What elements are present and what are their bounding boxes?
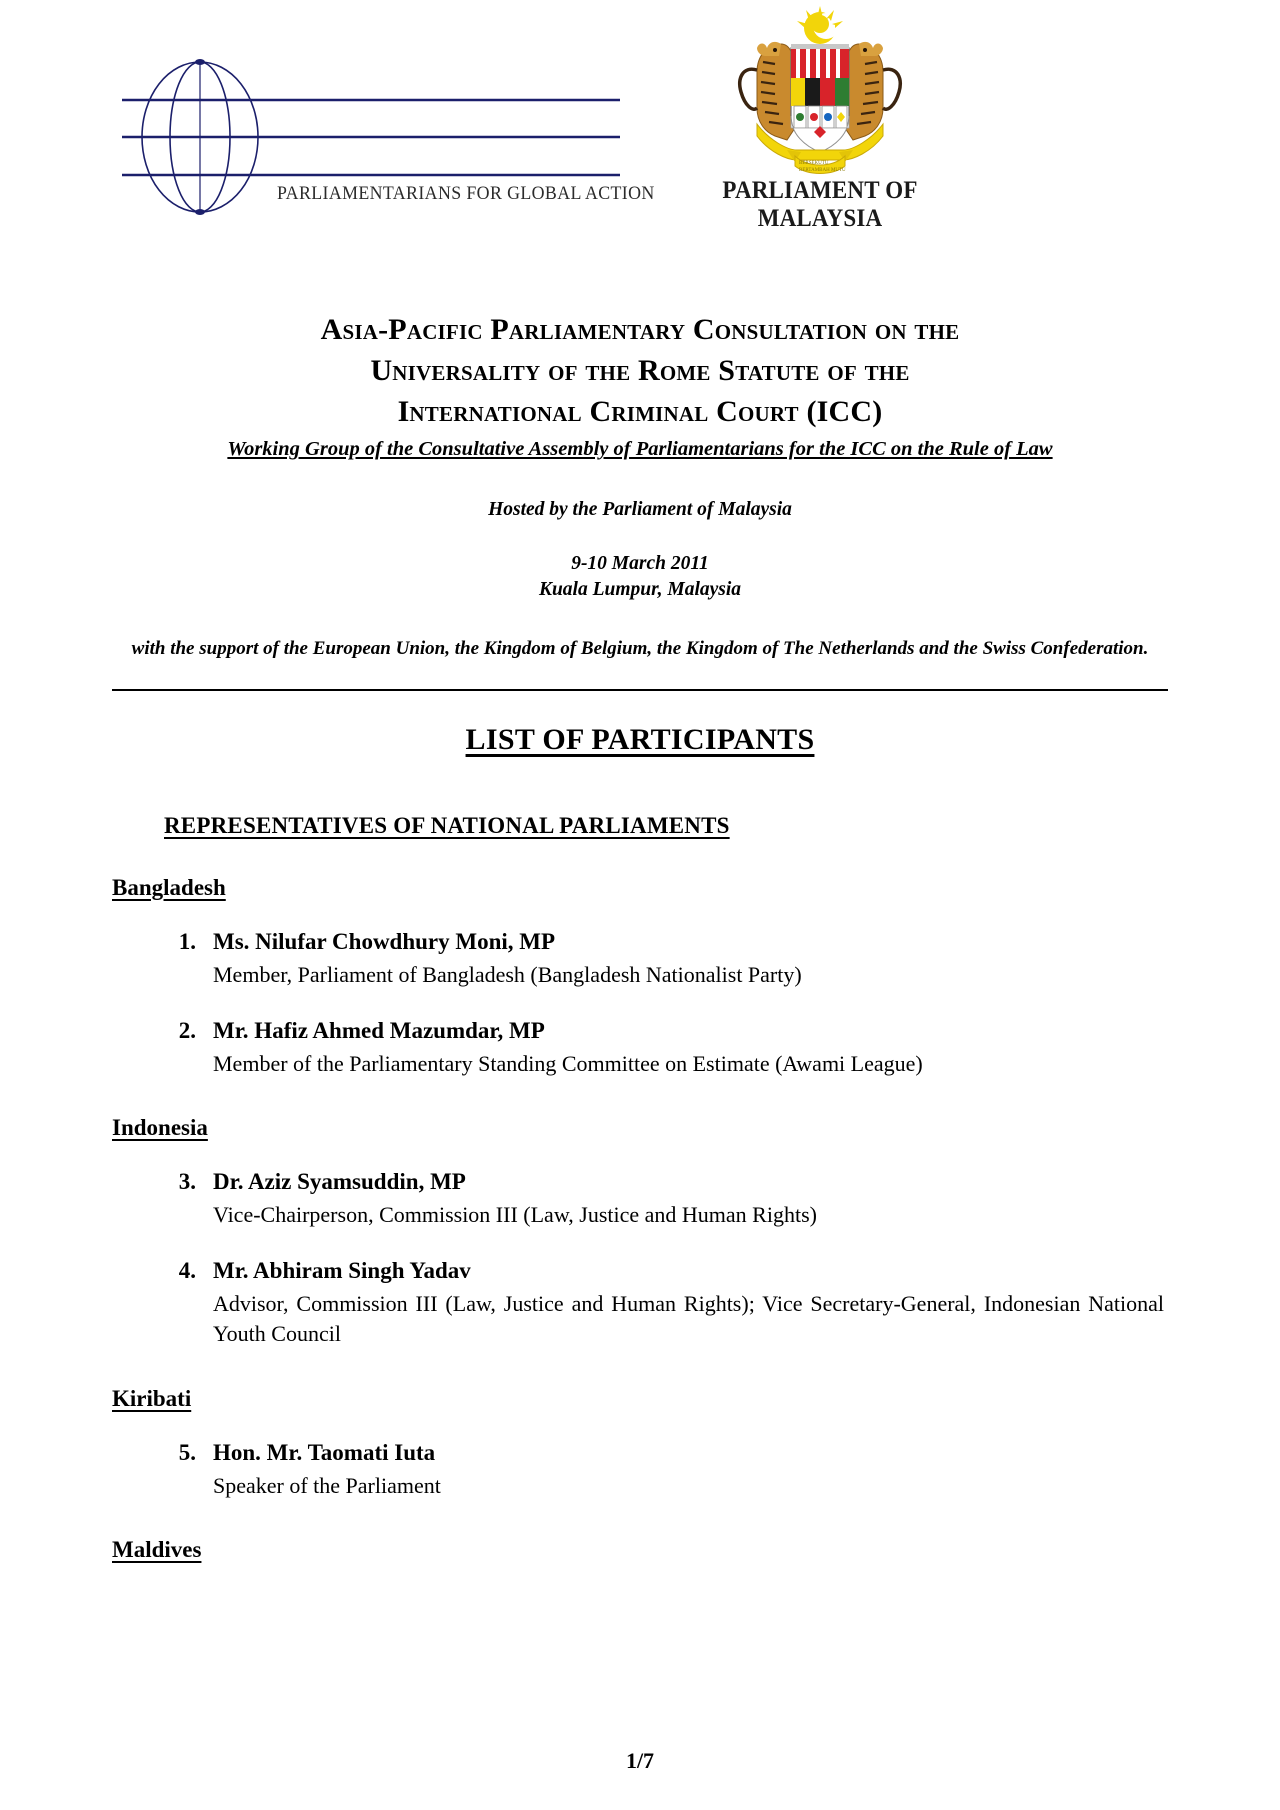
shield [791, 44, 849, 152]
participant-name: Mr. Hafiz Ahmed Mazumdar, MP [213, 1017, 545, 1043]
participant-name: Ms. Nilufar Chowdhury Moni, MP [213, 928, 556, 954]
participant-body [196, 1256, 1168, 1350]
malaysia-logo-block [660, 0, 980, 233]
participant-description: Vice-Chairperson, Commission III (Law, Justice and Human Rights) [213, 1201, 817, 1227]
participant-body [196, 1438, 1168, 1501]
page-number: 1/7 [625, 1748, 655, 1773]
participant-entry [112, 927, 1168, 990]
svg-text:BERSEKUTU: BERSEKUTU [799, 161, 829, 166]
page-title: LIST OF PARTICIPANTS [465, 722, 815, 756]
country-heading: Maldives [112, 1536, 202, 1562]
participant-description: Member, Parliament of Bangladesh (Bangladesh Nationalist Party) [213, 961, 802, 987]
horizontal-divider [112, 689, 1168, 691]
participant-list [112, 875, 1168, 1563]
title-line-1: Asia-Pacific Parliamentary Consultation on the [320, 313, 960, 346]
malaysia-wordmark: PARLIAMENT OF MALAYSIA [722, 177, 918, 232]
participant-body [196, 927, 1168, 990]
participant-body [196, 1016, 1168, 1079]
participant-number: 5. [178, 1439, 196, 1465]
header-logos [112, 0, 1168, 292]
pga-logo [122, 45, 655, 230]
country-heading: Bangladesh [112, 874, 226, 900]
title-line-2: Universality of the Rome Statute of the [370, 353, 910, 387]
participant-number: 2. [178, 1017, 196, 1043]
participant-entry [112, 1256, 1168, 1350]
participant-description: Advisor, Commission III (Law, Justice and Human Rights); Vice Secretary-General, Indonesian National Youth Council [213, 1291, 1164, 1347]
hosted-by-line: Hosted by the Parliament of Malaysia [488, 499, 792, 521]
participant-name: Dr. Aziz Syamsuddin, MP [213, 1169, 466, 1195]
pga-wordmark: PARLIAMENTARIANS FOR GLOBAL ACTION [277, 183, 655, 204]
tiger-left [740, 42, 795, 140]
malaysia-coat-of-arms-icon [695, 0, 945, 175]
participant-description: Speaker of the Parliament [213, 1472, 441, 1498]
country-heading: Kiribati [112, 1385, 192, 1411]
svg-text:BERTAMBAH MUTU: BERTAMBAH MUTU [799, 168, 846, 173]
participant-entry [112, 1016, 1168, 1079]
participant-entry [112, 1167, 1168, 1230]
title-block [112, 310, 1168, 663]
participant-body [196, 1167, 1168, 1230]
participant-entry [112, 1438, 1168, 1501]
title-line-3: International Criminal Court (ICC) [397, 394, 883, 428]
participant-number: 1. [178, 928, 196, 954]
participant-number: 3. [178, 1169, 196, 1195]
event-location: Kuala Lumpur, Malaysia [538, 579, 742, 601]
crescent-star [797, 6, 843, 44]
participant-name: Hon. Mr. Taomati Iuta [213, 1439, 436, 1465]
participant-name: Mr. Abhiram Singh Yadav [213, 1258, 471, 1284]
participant-description: Member of the Parliamentary Standing Committee on Estimate (Awami League) [213, 1050, 923, 1076]
tiger-right [845, 42, 900, 140]
support-line: with the support of the European Union, the Kingdom of Belgium, the Kingdom of The Netherlands and the Swiss Confederation. [131, 637, 1149, 659]
country-heading: Indonesia [112, 1115, 208, 1141]
section-heading: REPRESENTATIVES OF NATIONAL PARLIAMENTS [164, 812, 730, 838]
participant-number: 4. [178, 1258, 196, 1284]
working-group-subtitle: Working Group of the Consultative Assembly of Parliamentarians for the ICC on the Rule of Law [227, 438, 1053, 461]
event-dates: 9-10 March 2011 [571, 553, 709, 575]
